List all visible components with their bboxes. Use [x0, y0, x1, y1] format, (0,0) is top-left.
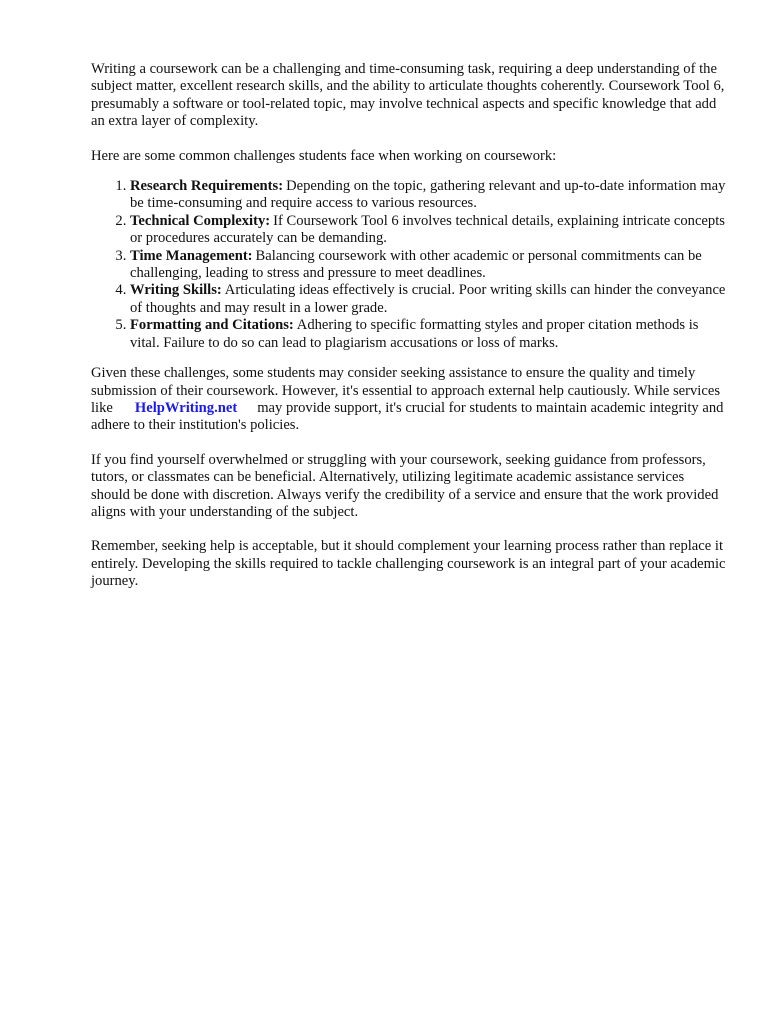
assistance-text-after: may provide support, it's crucial for students to maintain academic integrity and adhere to their institution's policies. — [91, 399, 724, 434]
intro-paragraph: Writing a coursework can be a challenging and time-consuming task, requiring a deep understanding of the subject matter, excellent research skills, and the ability to articulate thoughts coherently. Coursework Tool 6, presumably a software or tool-related topic, may involve technical aspects and specific knowledge that add an extra layer of complexity. — [91, 61, 725, 130]
helpwriting-link[interactable]: HelpWriting.net — [134, 399, 238, 416]
document-page — [91, 61, 726, 608]
list-item — [130, 282, 726, 317]
challenges-list — [91, 178, 726, 352]
challenges-intro: Here are some common challenges students face when working on coursework: — [91, 147, 557, 164]
closing-paragraph: Remember, seeking help is acceptable, but it should complement your learning process rather than replace it entirely. Developing the skills required to tackle challenging coursework is an integral part of your academic journey. — [91, 538, 726, 590]
assistance-text-before: Given these challenges, some students may consider seeking assistance to ensure the quality and timely submission of their coursework. However, it's essential to approach external help cautiously. While services like — [91, 365, 720, 416]
list-item-title: Technical Complexity: — [130, 212, 271, 229]
list-item — [130, 213, 726, 248]
list-item-text: Balancing coursework with other academic or personal commitments can be challenging, leading to stress and pressure to meet deadlines. — [130, 247, 702, 282]
list-item-text: Depending on the topic, gathering relevant and up-to-date information may be time-consuming and require access to various resources. — [130, 178, 726, 212]
list-item-title: Formatting and Citations: — [130, 317, 294, 334]
guidance-paragraph: If you find yourself overwhelmed or struggling with your coursework, seeking guidance from professors, tutors, or classmates can be beneficial. Alternatively, utilizing legitimate academic assistance services should be done with discretion. Always verify the credibility of a service and ensure that the work provided aligns with your understanding of the subject. — [91, 451, 719, 520]
list-item-text: Articulating ideas effectively is crucial. Poor writing skills can hinder the conveyance of thoughts and may result in a lower grade. — [130, 282, 726, 316]
assistance-paragraph — [91, 365, 726, 435]
list-item-title: Writing Skills: — [130, 282, 222, 299]
list-item-title: Time Management: — [130, 247, 253, 264]
list-item — [130, 317, 726, 352]
list-item — [130, 248, 726, 283]
list-item-text: If Coursework Tool 6 involves technical details, explaining intricate concepts or procedures accurately can be demanding. — [130, 212, 725, 247]
list-item — [130, 178, 726, 213]
list-item-text: Adhering to specific formatting styles and proper citation methods is vital. Failure to do so can lead to plagiarism accusations or loss of marks. — [130, 317, 699, 351]
list-item-title: Research Requirements: — [130, 178, 284, 195]
